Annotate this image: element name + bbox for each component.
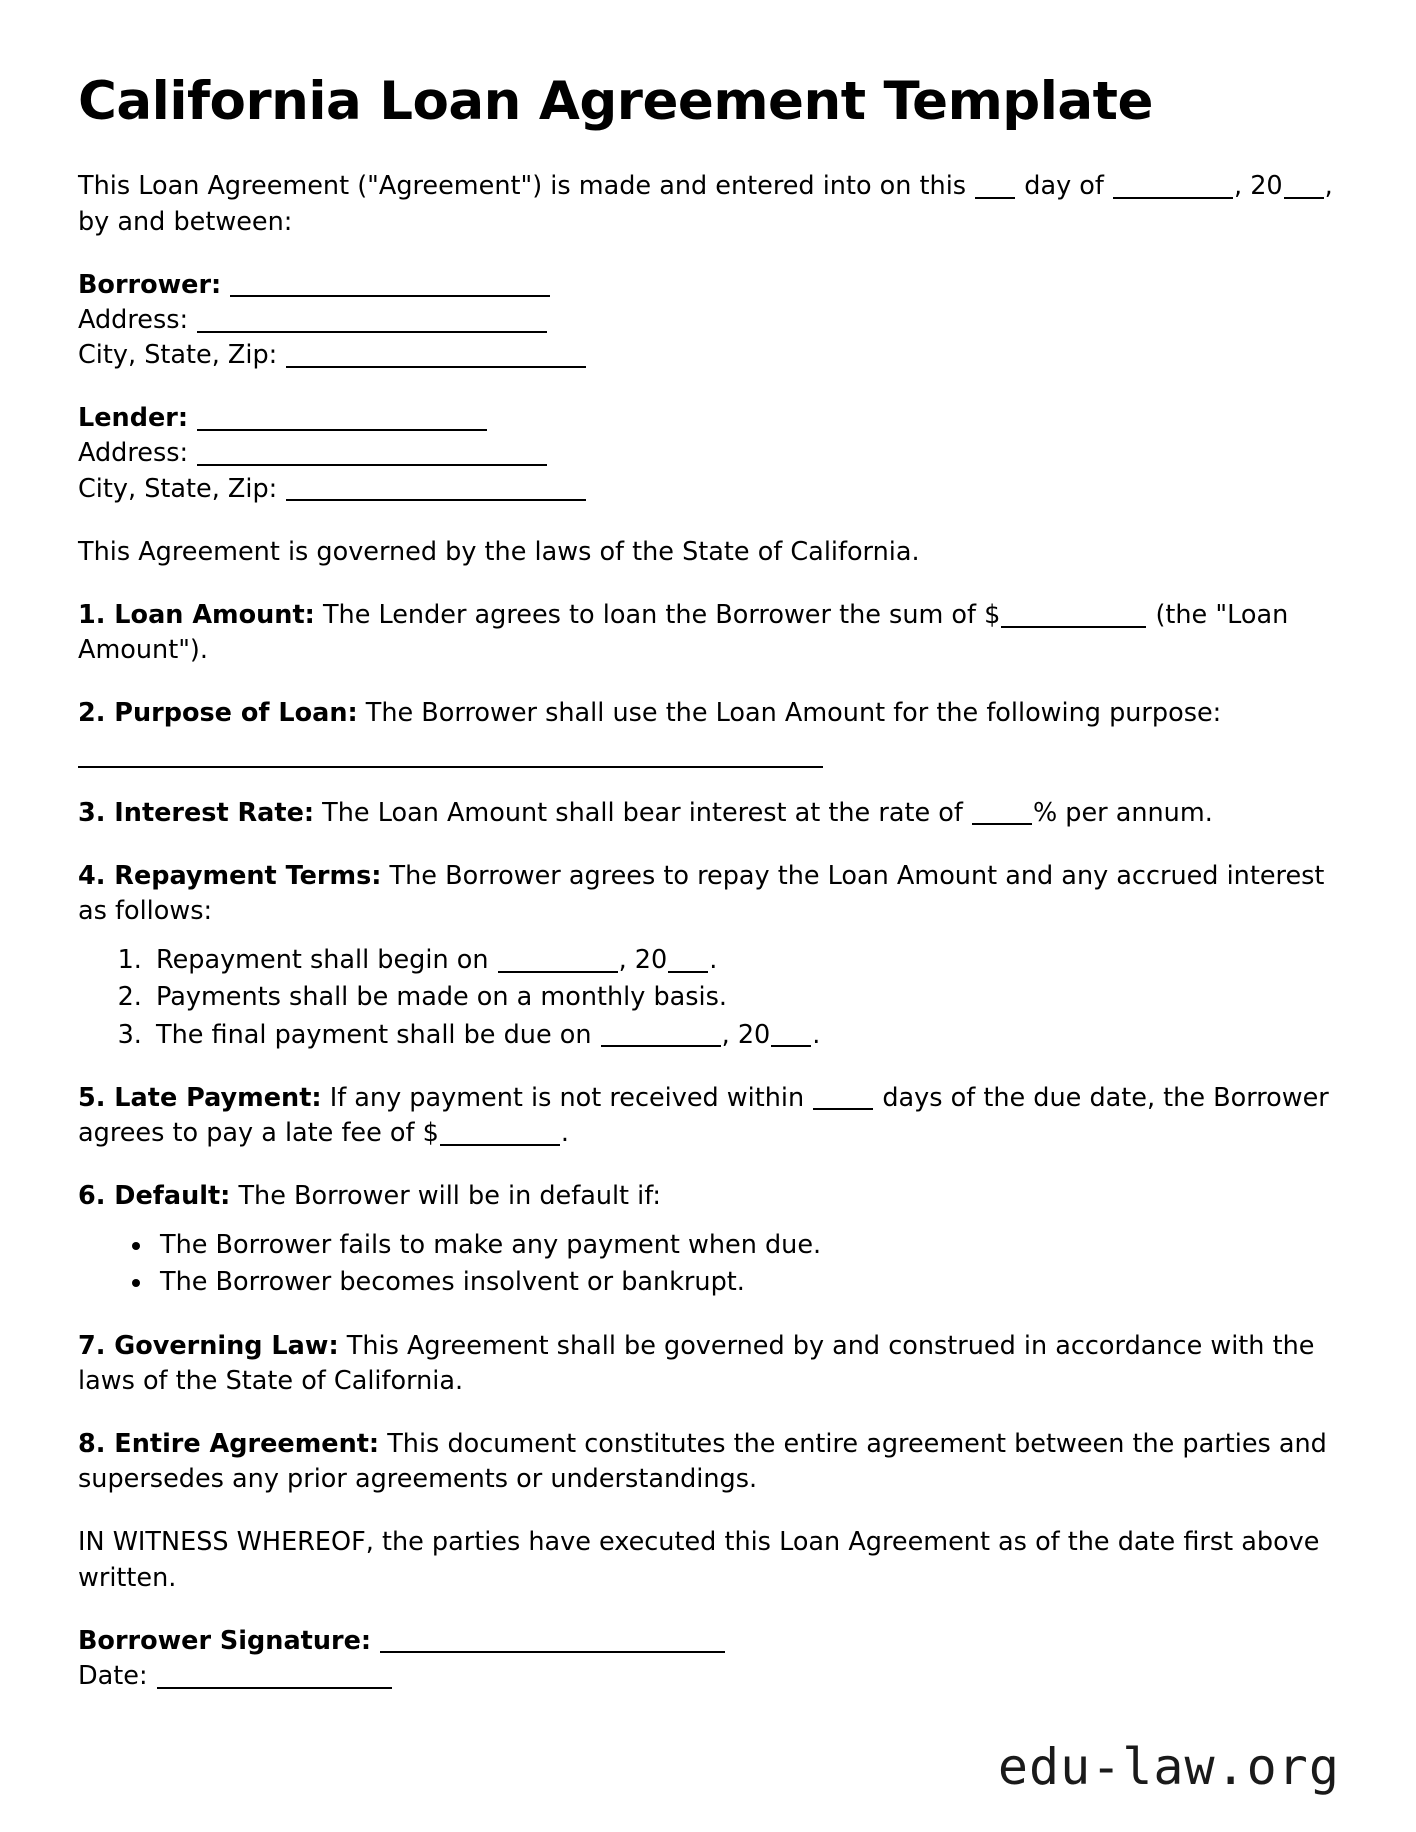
section-2-text-before: The Borrower shall use the Loan Amount for the following purpose: <box>357 698 1222 729</box>
signature-date-label: Date: <box>78 1660 148 1691</box>
section-1-text-after: (the "Loan Amount"). <box>78 600 1289 666</box>
section-4-text-before: The Borrower agrees to repay the Loan Amount and any accrued interest as follows: <box>78 860 1325 926</box>
section-2-heading: 2. Purpose of Loan: <box>78 698 358 729</box>
section-3-text-after: % per annum. <box>1032 797 1213 828</box>
intro-text-part1: This Loan Agreement ("Agreement") is made and entered into on this <box>78 171 975 202</box>
repayment-item-2-before: Payments shall be made on a monthly basis. <box>156 982 728 1013</box>
section-7-text-before: This Agreement shall be governed by and construed in accordance with the laws of the State of California. <box>78 1330 1315 1396</box>
lender-address-row <box>78 436 1338 471</box>
borrower-address-label: Address: <box>78 304 189 335</box>
interest-rate-blank <box>972 799 1032 825</box>
section-5-text-before: If any payment is not received within <box>321 1082 813 1113</box>
watermark-edu-law: edu-law.org <box>997 1738 1340 1796</box>
list-item: • The Borrower fails to make any payment when due. <box>154 1228 1338 1263</box>
section-entire-agreement <box>78 1427 1338 1497</box>
lender-address-blank <box>197 440 547 466</box>
section-3-heading: 3. Interest Rate: <box>78 797 315 828</box>
section-interest-rate <box>78 796 1338 831</box>
repayment-item-1-after: . <box>709 945 718 976</box>
repayment-begin-date-blank <box>498 947 618 973</box>
page-title: California Loan Agreement Template <box>78 71 1153 132</box>
borrower-signature-blank <box>380 1627 725 1653</box>
signature-date-blank <box>157 1662 392 1688</box>
intro-text-part4: , by and between: <box>78 171 1333 237</box>
section-late-payment <box>78 1081 1338 1151</box>
spacer-after-purpose <box>78 768 1338 796</box>
section-8-text-before: This document constitutes the entire agreement between the parties and supersedes any prior agreements or understandings. <box>78 1429 1327 1495</box>
lender-party-block <box>78 401 1338 507</box>
borrower-signature-label: Borrower Signature: <box>78 1625 372 1656</box>
borrower-name-row <box>78 268 1338 303</box>
signature-date-row <box>78 1659 1338 1694</box>
section-8-heading: 8. Entire Agreement: <box>78 1429 380 1460</box>
intro-text-part3: , 20 <box>1234 171 1283 202</box>
borrower-name-label: Borrower: <box>78 269 222 300</box>
intro-paragraph <box>78 169 1338 239</box>
repayment-terms-list <box>78 943 1338 1053</box>
borrower-city-label: City, State, Zip: <box>78 340 278 371</box>
list-item <box>150 980 1338 1015</box>
list-item <box>150 1018 1338 1053</box>
lender-name-blank <box>197 405 487 431</box>
repayment-item-3-after: . <box>812 1019 821 1050</box>
intro-text-part2: day of <box>1016 171 1112 202</box>
section-5-text-after: . <box>560 1117 569 1148</box>
section-5-text-mid: days of the due date, the Borrower agrees to pay a late fee of $ <box>78 1082 1329 1148</box>
witness-clause: IN WITNESS WHEREOF, the parties have executed this Loan Agreement as of the date first above written. <box>78 1527 1320 1593</box>
intro-year-blank <box>1284 173 1324 199</box>
repayment-item-1-before: Repayment shall begin on <box>156 945 497 976</box>
default-conditions-list <box>78 1228 1338 1300</box>
list-item: • The Borrower becomes insolvent or bankrupt. <box>154 1265 1338 1300</box>
section-3-text-before: The Loan Amount shall bear interest at the rate of <box>314 797 971 828</box>
repayment-item-3-mid: , 20 <box>721 1019 771 1050</box>
final-payment-date-blank <box>601 1021 721 1047</box>
intro-day-blank <box>975 173 1015 199</box>
lender-city-row <box>78 472 1338 507</box>
section-repayment-terms <box>78 859 1338 929</box>
final-payment-year-blank <box>771 1021 811 1047</box>
borrower-address-blank <box>197 306 547 332</box>
borrower-city-blank <box>286 341 586 367</box>
signature-block <box>78 1624 1338 1694</box>
section-6-heading: 6. Default: <box>78 1181 231 1212</box>
section-governing-law <box>78 1329 1338 1399</box>
late-days-blank <box>813 1084 873 1110</box>
governing-statement: This Agreement is governed by the laws of the State of California. <box>78 536 920 567</box>
repayment-item-3-before: The final payment shall be due on <box>156 1019 600 1050</box>
borrower-city-row <box>78 338 1338 373</box>
section-purpose-of-loan <box>78 696 1338 731</box>
borrower-name-blank <box>230 271 550 297</box>
borrower-signature-row <box>78 1624 1338 1659</box>
lender-city-blank <box>286 475 586 501</box>
lender-name-row <box>78 401 1338 436</box>
lender-name-label: Lender: <box>78 403 189 434</box>
lender-address-label: Address: <box>78 438 189 469</box>
section-loan-amount <box>78 598 1338 668</box>
repayment-begin-year-blank <box>668 947 708 973</box>
section-5-heading: 5. Late Payment: <box>78 1082 322 1113</box>
section-4-heading: 4. Repayment Terms: <box>78 860 382 891</box>
borrower-party-block <box>78 268 1338 374</box>
repayment-item-1-mid: , 20 <box>618 945 668 976</box>
section-6-text-before: The Borrower will be in default if: <box>230 1181 661 1212</box>
late-fee-blank <box>440 1119 560 1145</box>
list-item <box>150 943 1338 978</box>
lender-city-label: City, State, Zip: <box>78 473 278 504</box>
section-7-heading: 7. Governing Law: <box>78 1330 339 1361</box>
section-1-heading: 1. Loan Amount: <box>78 600 315 631</box>
borrower-address-row <box>78 303 1338 338</box>
intro-month-blank <box>1113 173 1233 199</box>
loan-amount-blank <box>1001 601 1146 627</box>
section-default <box>78 1179 1338 1214</box>
section-1-text-before: The Lender agrees to loan the Borrower the sum of $ <box>314 600 1001 631</box>
